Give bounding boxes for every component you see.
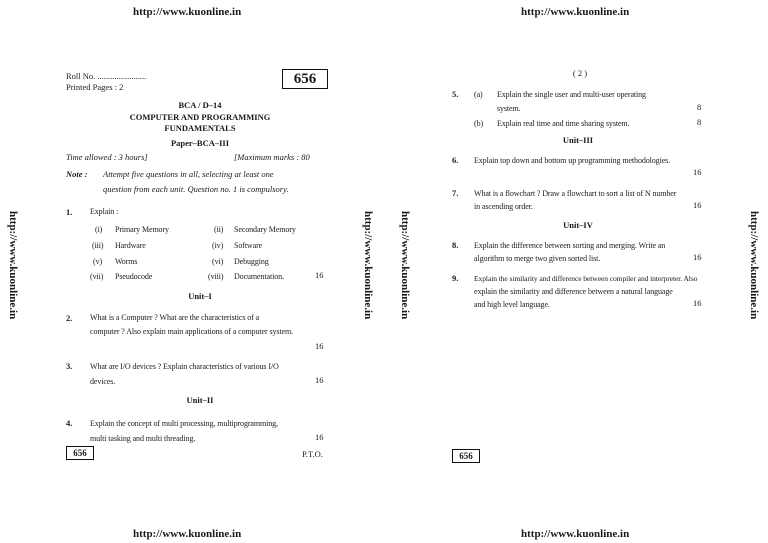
question-2-line1: What is a Computer ? What are the characteristics of a	[90, 313, 260, 322]
subject-title-line2: FUNDAMENTALS	[164, 123, 236, 133]
question-5b-marks: 8	[697, 117, 702, 127]
q1-item-label: (iv)	[212, 241, 224, 250]
question-3-marks: 16	[315, 375, 324, 385]
question-9-line1: Explain the similarity and difference between compiler and interpreter. Also	[474, 274, 698, 283]
note-line2: question from each unit. Question no. 1 is compulsory.	[103, 184, 289, 194]
q1-item-text: Debugging	[234, 257, 269, 266]
q1-item-text: Primary Memory	[115, 225, 169, 234]
watermark-top-left: http://www.kuonline.in	[133, 6, 242, 18]
paper-label: Paper–BCA–III	[170, 138, 230, 148]
question-3-line2: devices.	[90, 377, 116, 386]
question-6-line1: Explain top down and bottom up programming methodologies.	[474, 156, 671, 165]
maximum-marks: [Maximum marks : 80	[234, 152, 310, 162]
question-9-number: 9.	[452, 273, 459, 283]
question-8-line1: Explain the difference between sorting and merging. Write an	[474, 241, 666, 250]
question-2-number: 2.	[66, 313, 73, 323]
question-9-marks: 16	[693, 298, 702, 308]
watermark-top-right: http://www.kuonline.in	[521, 6, 630, 18]
time-allowed: Time allowed : 3 hours]	[66, 152, 148, 162]
question-5b-label: (b)	[474, 119, 484, 128]
unit-2-heading: Unit–II	[186, 395, 214, 405]
question-7-line2: in ascending order.	[474, 202, 533, 211]
question-1-stem: Explain :	[90, 207, 119, 216]
q1-item-text: Pseudocode	[115, 272, 153, 281]
question-2-marks: 16	[315, 341, 324, 351]
q1-item-text: Documentation.	[234, 272, 284, 281]
please-turn-over: P.T.O.	[302, 449, 323, 459]
question-9-line3: and high level language.	[474, 300, 550, 309]
watermark-bottom-right: http://www.kuonline.in	[521, 528, 630, 540]
q1-item-label: (iii)	[92, 241, 104, 250]
q1-item-text: Worms	[115, 257, 138, 266]
q1-item-label: (vii)	[90, 272, 104, 281]
question-4-line1: Explain the concept of multi processing, multiprogramming,	[90, 419, 278, 428]
note-line1: Attempt five questions in all, selecting at least one	[103, 169, 274, 179]
question-7-line1: What is a flowchart ? Draw a flowchart to sort a list of N number	[474, 189, 677, 198]
question-4-number: 4.	[66, 418, 73, 428]
question-6-marks: 16	[693, 167, 702, 177]
paper-code-box: 656	[282, 69, 328, 89]
question-5b-text: Explain real time and time sharing system.	[497, 119, 630, 128]
question-4-marks: 16	[315, 432, 324, 442]
watermark-vertical-center-left: http://www.kuonline.in	[362, 211, 374, 320]
question-4-line2: multi tasking and multi threading.	[90, 434, 196, 443]
course-code: BCA / D–14	[178, 100, 222, 110]
question-3-line1: What are I/O devices ? Explain characteristics of various I/O	[90, 362, 279, 371]
watermark-vertical-left: http://www.kuonline.in	[7, 211, 19, 320]
question-6-number: 6.	[452, 155, 459, 165]
watermark-vertical-center-right: http://www.kuonline.in	[399, 211, 411, 320]
printed-pages: Printed Pages : 2	[66, 82, 124, 92]
q1-item-label: (v)	[93, 257, 103, 266]
question-3-number: 3.	[66, 361, 73, 371]
note-label: Note :	[66, 169, 88, 179]
question-2-line2: computer ? Also explain main applications of a computer system.	[90, 327, 293, 336]
subject-title-line1: COMPUTER AND PROGRAMMING	[129, 112, 271, 122]
q1-item-text: Secondary Memory	[234, 225, 296, 234]
unit-4-heading: Unit–IV	[563, 220, 593, 230]
watermark-bottom-left: http://www.kuonline.in	[133, 528, 242, 540]
question-9-line2: explain the similarity and difference between a natural language	[474, 287, 673, 296]
question-8-line2: algorithm to merge two given sorted list.	[474, 254, 601, 263]
page-number: ( 2 )	[572, 68, 588, 78]
unit-3-heading: Unit–III	[562, 135, 594, 145]
q1-item-text: Software	[234, 241, 263, 250]
roll-number: Roll No. .......................	[66, 71, 147, 81]
question-5a-label: (a)	[474, 90, 483, 99]
q1-item-label: (viii)	[208, 272, 224, 281]
question-5a-line1: Explain the single user and multi-user operating	[497, 90, 646, 99]
question-5-number: 5.	[452, 89, 459, 99]
q1-item-text: Hardware	[115, 241, 146, 250]
q1-item-label: (ii)	[214, 225, 224, 234]
question-8-marks: 16	[693, 252, 702, 262]
question-5a-line2: system.	[497, 104, 521, 113]
unit-1-heading: Unit–I	[188, 291, 212, 301]
question-5a-marks: 8	[697, 102, 702, 112]
footer-paper-code: 656	[66, 446, 94, 460]
question-7-marks: 16	[693, 200, 702, 210]
footer-paper-code: 656	[452, 449, 480, 463]
question-1-number: 1.	[66, 207, 73, 217]
question-1-marks: 16	[315, 270, 324, 280]
q1-item-label: (i)	[95, 225, 103, 234]
q1-item-label: (vi)	[212, 257, 224, 266]
question-7-number: 7.	[452, 188, 459, 198]
watermark-vertical-right: http://www.kuonline.in	[748, 211, 760, 320]
question-8-number: 8.	[452, 240, 459, 250]
